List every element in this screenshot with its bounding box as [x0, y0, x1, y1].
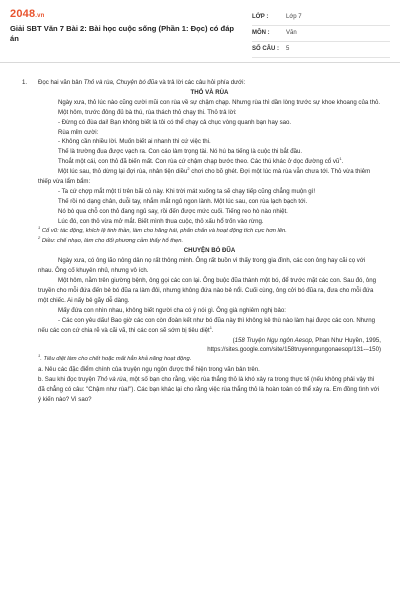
story-paragraph: Nó bò qua chỗ con thỏ đang ngủ say, rồi đến được mức cuối. Tiếng reo hò nào nhiệt.: [58, 207, 288, 215]
subquestion-a: a. Nêu các đặc điểm chính của truyện ngụ ngôn được thể hiện trong văn bản trên.: [38, 366, 260, 374]
story-paragraph: Thế là trường đua được vạch ra. Con cáo làm trọng tài. Nó hú ba tiếng là cuộc thi bắt đầu.: [58, 148, 303, 156]
meta-key: LỚP :: [252, 14, 269, 20]
footnote: $^2$ Diều: chế nhạo, làm cho đối phương cảm thấy hổ thẹn.: [38, 234, 184, 244]
story-paragraph: Một lúc sau, thỏ dừng lại đợi rùa, nhân tiện diều$^2$ chơi cho bõ ghét. Đợi một lúc mà rùa vẫn chưa tới. Thỏ vừa thiêm thiếp vừa lẩm bẩm:: [38, 166, 371, 186]
story-paragraph: - Đừng có đùa dai! Bạn không biết là tôi có thể chạy cả chục vòng quanh bạn hay sao.: [58, 118, 292, 126]
site-logo[interactable]: 2048.vn: [10, 8, 45, 20]
citation-url[interactable]: https://sites.google.com/site/158truyenngungonaesop/131-–150): [207, 346, 381, 354]
meta-row-class: [252, 10, 390, 26]
question-number: 1.: [22, 79, 28, 86]
page-title: Giải SBT Văn 7 Bài 2: Bài học cuộc sống (Phần 1: Đọc) có đáp án: [10, 24, 235, 43]
story-paragraph: Một hôm, trước đông đủ bà thú, rùa thách thỏ chạy thi. Thỏ trả lời:: [58, 108, 237, 116]
story-paragraph: Một hôm, nằm trên giường bệnh, ông gọi các con lại. Ông buộc đũa thành một bó, để trước mặt các con. Sau đó, ông truyền cho mỗi đứa đến bẻ bó đũa ra làm đôi, nhưng không đứa nào bẻ nổi. Cuối cùng, ông cởi bó đũa ra, đưa cho mỗi đứa một chiếc. Ai nấy bẻ gãy dễ dàng.: [38, 277, 376, 304]
story-paragraph: Mấy đứa con nhìn nhau, không biết người cha có ý nói gì. Ông già nghiêm nghị bảo:: [58, 306, 286, 314]
footnote: $^1$ Cổ vũ: tác động, khích lệ tinh thần, làm cho hăng hái, phấn chấn và hoạt động tích cực hơn lên.: [38, 224, 287, 234]
story-paragraph: - Các con yêu dấu! Bao giờ các con còn đoàn kết như bó đũa này thì không kẻ thù nào làm hại được các con. Nhưng nếu các con cứ chia rẽ và cãi vã, thì các con sẽ sớm bị tiêu diệt$^1$.: [38, 316, 375, 334]
meta-table: [252, 10, 390, 58]
footnote: $^1$. Tiêu diệt làm cho chết hoặc mất hẳn khả năng hoạt động.: [38, 353, 192, 363]
meta-value: Lớp 7: [286, 14, 302, 20]
meta-key: MÔN :: [252, 30, 270, 36]
story-paragraph: Lúc đó, con thỏ vừa mở mắt. Biết mình thua cuộc, thỏ xấu hổ trốn vào rừng.: [58, 217, 264, 225]
meta-row-count: [252, 42, 390, 58]
meta-key: SỐ CÂU :: [252, 46, 279, 52]
page-header: [0, 0, 400, 63]
subquestion-b: b. Sau khi đọc truyện Thỏ và rùa, một số bạn cho rằng, việc rùa thắng thỏ là khó xảy ra trong thực tế (nếu không phải vậy thì đã chẳng có câu: "Chậm như rùa!"). Các bạn khác lại cho rằng việc rùa thắng thỏ là hoàn toàn có thể xảy ra. Em đồng tình với ý kiến nào? Vì sao?: [38, 376, 379, 403]
story-title: THỎ VÀ RÙA: [190, 88, 229, 96]
story-paragraph: Rùa mỉm cười:: [58, 128, 99, 136]
meta-row-subject: [252, 26, 390, 42]
story-paragraph: Ngày xưa, có ông lão nông dân nọ rất thông minh. Ông rất buồn vì thấy trong gia đình, các con ông hay cãi cọ với nhau. Ông cố khuyên nhủ, nhưng vô ích.: [38, 257, 366, 275]
meta-value: Văn: [286, 30, 297, 36]
citation: (158 Truyện Ngụ ngôn Aesop, Phan Như Huyền, 1995,: [232, 336, 381, 344]
question-prompt: Đọc hai văn bản Thỏ và rùa, Chuyện bó đũa và trả lời các câu hỏi phía dưới:: [38, 79, 246, 86]
meta-value: 5: [286, 46, 290, 52]
story-paragraph: Ngày xưa, thỏ lúc nào cũng cười mũi con rùa về sự chậm chạp. Nhưng rùa thì dần lòng trước sự khoe khoang của thỏ.: [58, 98, 381, 106]
story-paragraph: Thoắt một cái, con thỏ đã biến mất. Con rùa cứ chậm chạp bước theo. Các thú khác ở dọc đường cổ $vũ^1$.: [58, 156, 344, 166]
story-paragraph: - Không cần nhiều lời. Muốn biết ai nhanh thì cứ việc thi.: [58, 138, 211, 146]
story-paragraph: - Ta cứ chợp mắt một tí trên bãi cỏ này. Khi trời mát xuống ta sẽ chạy tiếp cũng chẳng muộn gì!: [58, 187, 316, 195]
story-title: CHUYỆN BÓ ĐŨA: [183, 247, 236, 255]
story-paragraph: Thế rồi nó dạng chân, duỗi tay, nhắm mắt ngủ ngon lành. Một lúc sau, con rùa lạch bạch tới.: [58, 197, 308, 205]
question-body: [38, 78, 381, 405]
